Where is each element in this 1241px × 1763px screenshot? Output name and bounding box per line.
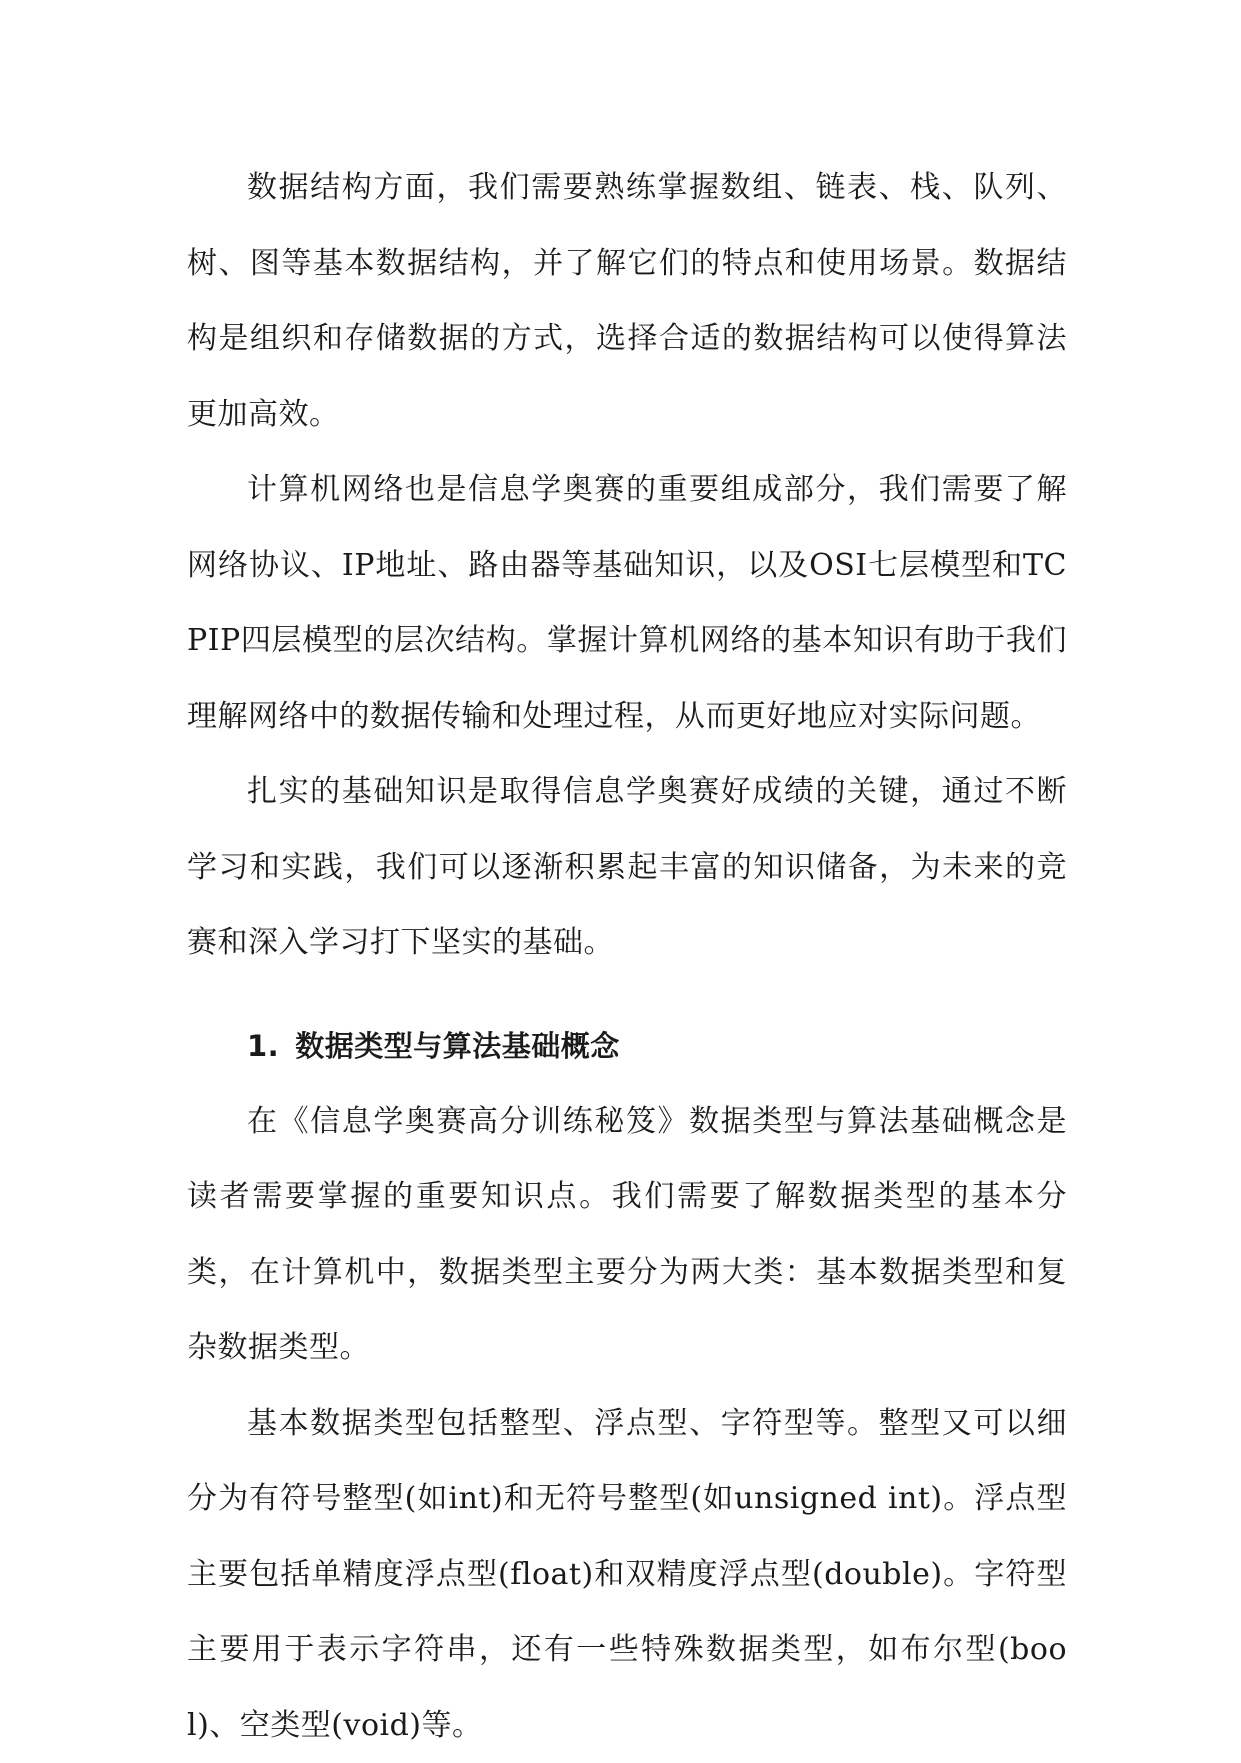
section-heading-number: 1.: [247, 1029, 279, 1063]
paragraph-foundation-knowledge: 扎实的基础知识是取得信息学奥赛好成绩的关键，通过不断学习和实践，我们可以逐渐积累起丰富的知识储备，为未来的竞赛和深入学习打下坚实的基础。: [187, 754, 1067, 981]
document-body: [187, 150, 1067, 1763]
section-heading-title: 数据类型与算法基础概念: [295, 1029, 620, 1063]
paragraph-data-structures: 数据结构方面，我们需要熟练掌握数组、链表、栈、队列、树、图等基本数据结构，并了解它们的特点和使用场景。数据结构是组织和存储数据的方式，选择合适的数据结构可以使得算法更加高效。: [187, 150, 1067, 452]
paragraph-computer-networks: 计算机网络也是信息学奥赛的重要组成部分，我们需要了解网络协议、IP地址、路由器等基础知识，以及OSI七层模型和TCPIP四层模型的层次结构。掌握计算机网络的基本知识有助于我们理解网络中的数据传输和处理过程，从而更好地应对实际问题。: [187, 452, 1067, 754]
section-heading: [187, 1009, 1067, 1084]
paragraph-data-types-intro: 在《信息学奥赛高分训练秘笈》数据类型与算法基础概念是读者需要掌握的重要知识点。我们需要了解数据类型的基本分类，在计算机中，数据类型主要分为两大类：基本数据类型和复杂数据类型。: [187, 1084, 1067, 1386]
paragraph-basic-data-types: 基本数据类型包括整型、浮点型、字符型等。整型又可以细分为有符号整型(如int)和无符号整型(如unsigned int)。浮点型主要包括单精度浮点型(float)和双精度浮点型(double)。字符型主要用于表示字符串，还有一些特殊数据类型，如布尔型(bool)、空类型(void)等。: [187, 1386, 1067, 1763]
